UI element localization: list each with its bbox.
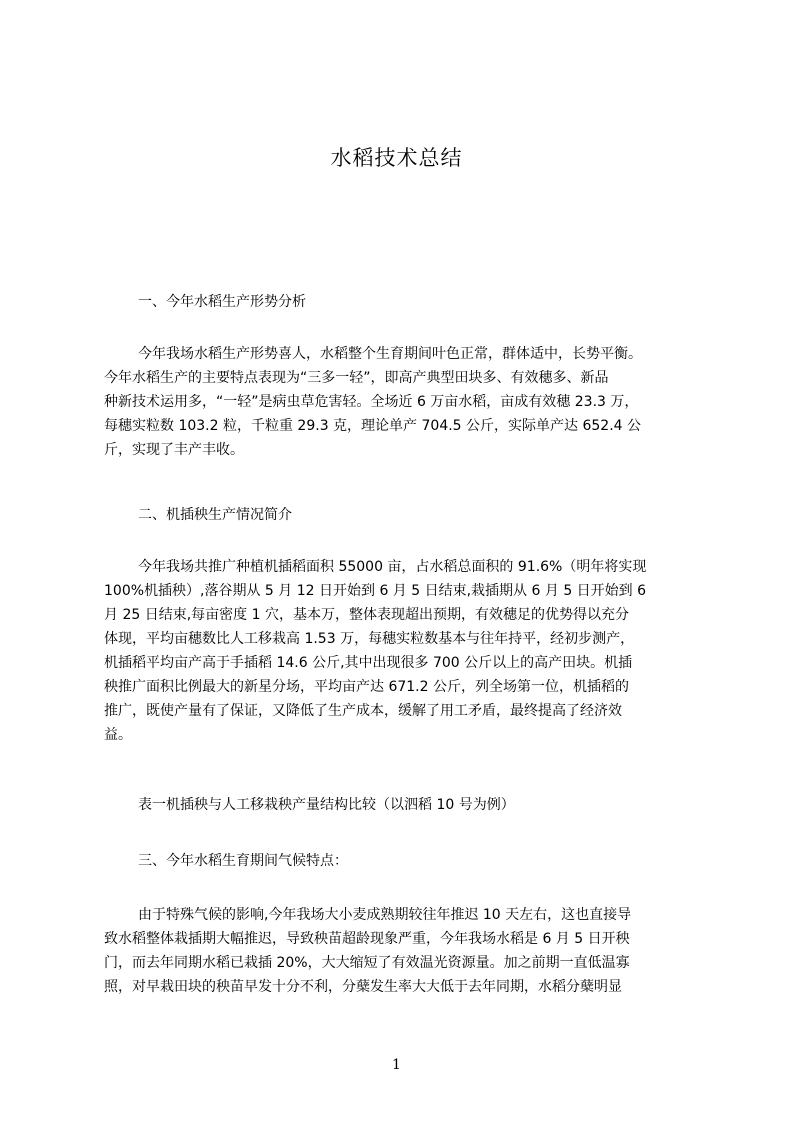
paragraph-line: 致水稻整体栽插期大幅推迟，导致秧苗超龄现象严重，今年我场水稻是 6 月 5 日开秧 [104, 931, 630, 947]
paragraph-line: 今年我场共推广种植机插稻面积 55000 亩，占水稻总面积的 91.6%（明年将实现 [138, 559, 647, 575]
section-paragraph-3 [104, 903, 699, 999]
paragraph-line: 种新技术运用多，“一轻”是病虫草危害轻。全场近 6 万亩水稻，亩成有效穗 23.3 万， [104, 394, 639, 410]
paragraph-line: 今年我场水稻生产形势喜人，水稻整个生育期间叶色正常，群体适中，长势平衡。 [138, 346, 642, 362]
paragraph-line: 秧推广面积比例最大的新星分场，平均亩产达 671.2 公斤，列全场第一位，机插稻的 [104, 679, 629, 695]
page-title: 水稻技术总结 [330, 146, 463, 170]
paragraph-line: 每穗实粒数 103.2 粒，千粒重 29.3 克，理论单产 704.5 公斤，实际单产达 652.4 公 [104, 418, 642, 434]
paragraph-line: 由于特殊气候的影响,今年我场大小麦成熟期较往年推迟 10 天左右，这也直接导 [138, 907, 632, 923]
paragraph-line: 体现，平均亩穗数比人工移栽高 1.53 万，每穗实粒数基本与往年持平，经初步测产， [104, 631, 635, 647]
section-paragraph-1 [104, 342, 699, 462]
paragraph-line: 机插稻平均亩产高于手插稻 14.6 公斤,其中出现很多 700 公斤以上的高产田块。机插 [104, 655, 633, 671]
paragraph-line: 门，而去年同期水稻已栽插 20%，大大缩短了有效温光资源量。加之前期一直低温寡 [104, 955, 630, 971]
paragraph-line: 照，对早栽田块的秧苗早发十分不利，分蘖发生率大大低于去年同期，水稻分蘖明显 [104, 979, 622, 995]
table-caption: 表一机插秧与人工移栽秧产量结构比较（以泗稻 10 号为例） [138, 797, 515, 813]
section-heading-1: 一、今年水稻生产形势分析 [138, 294, 306, 310]
page-number: 1 [392, 1057, 401, 1073]
paragraph-line: 推广，既使产量有了保证，又降低了生产成本，缓解了用工矛盾，最终提高了经济效 [104, 703, 622, 719]
paragraph-line: 月 25 日结束,每亩密度 1 穴，基本万，整体表现超出预期，有效穗足的优势得以充分 [104, 607, 629, 623]
paragraph-line: 今年水稻生产的主要特点表现为“三多一轻”，即高产典型田块多、有效穗多、新品 [104, 370, 609, 386]
section-heading-3: 三、今年水稻生育期间气候特点： [138, 853, 348, 869]
paragraph-line: 益。 [104, 727, 132, 743]
section-paragraph-2 [104, 555, 699, 747]
paragraph-line: 100%机插秧）,落谷期从 5 月 12 日开始到 6 月 5 日结束,栽插期从 6 月 5 日开始到 6 [104, 583, 647, 599]
paragraph-line: 斤，实现了丰产丰收。 [104, 442, 244, 458]
section-heading-2: 二、机插秧生产情况简介 [138, 507, 292, 523]
